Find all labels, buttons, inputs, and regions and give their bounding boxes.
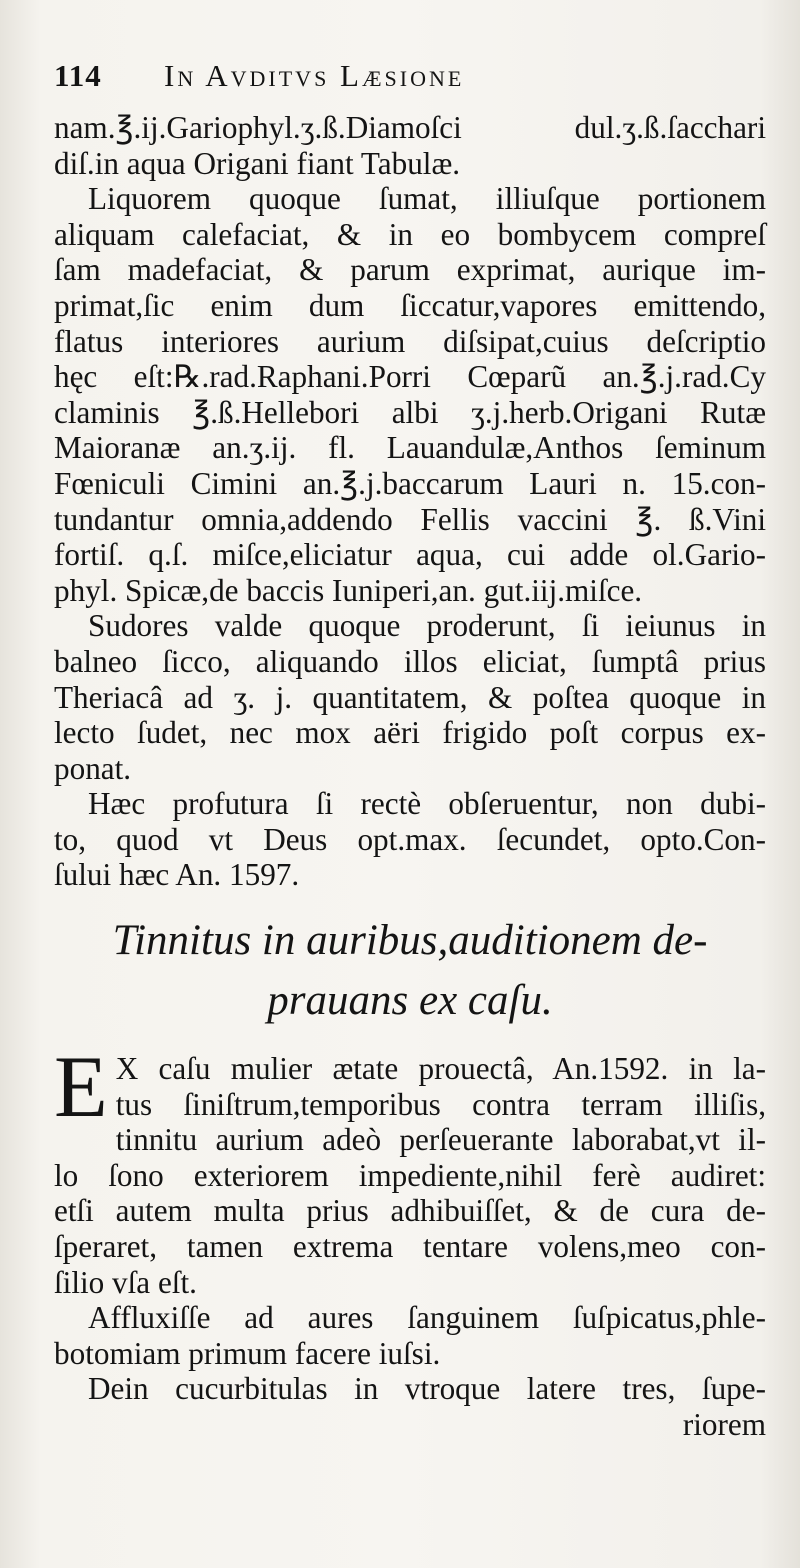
- text-line: etſi autem multa prius adhibuiſſet, & de cura de-: [54, 1193, 766, 1229]
- text-line: primat,ſic enim dum ſiccatur,vapores emittendo,: [54, 287, 766, 323]
- text-line: Maioranæ an.ʒ.ij. fl. Lauandulæ,Anthos ſeminum: [54, 430, 766, 466]
- text-line: botomiam primum facere iuſsi.: [54, 1335, 441, 1371]
- text-line: Sudores valde quoque proderunt, ſi ieiunus in: [88, 608, 766, 644]
- paragraph-phlebotomy: [54, 1300, 766, 1371]
- paragraph-recipe-continued: [54, 110, 766, 181]
- text-line: tus ſiniſtrum,temporibus contra terram illiſis,: [115, 1086, 766, 1122]
- text-line: Fœniculi Cimini an.℥.j.baccarum Lauri n. 15.con-: [54, 465, 766, 501]
- paragraph-sudores: [54, 608, 766, 786]
- text-line: phyl. Spicæ,de baccis Iuniperi,an. gut.iij.miſce.: [54, 572, 643, 608]
- page-number: 114: [54, 58, 102, 93]
- text-line: to, quod vt Deus opt.max. ſecundet, opto.Con-: [54, 821, 766, 857]
- text-line: flatus interiores aurium diſsipat,cuius deſcriptio: [54, 323, 766, 359]
- text-line: ſilio vſa eſt.: [54, 1264, 197, 1300]
- text-line: Affluxiſſe ad aures ſanguinem ſuſpicatus,phle-: [88, 1300, 766, 1336]
- text-line: ponat.: [54, 750, 132, 786]
- text-line: balneo ſicco, aliquando illos eliciat, ſumptâ prius: [54, 643, 766, 679]
- text-line: diſ.in aqua Origani fiant Tabulæ.: [54, 145, 461, 181]
- section-heading: [54, 911, 766, 1031]
- text-line: Dein cucurbitulas in vtroque latere tres, ſupe-: [88, 1371, 766, 1407]
- catchword: riorem: [682, 1407, 766, 1442]
- text-line: claminis ℥.ß.Hellebori albi ʒ.j.herb.Origani Rutæ: [54, 394, 766, 430]
- text-line: Theriacâ ad ʒ. j. quantitatem, & poſtea quoque in: [54, 679, 766, 715]
- running-title: In Avditvs Læsione: [164, 58, 465, 93]
- text-line: tundantur omnia,addendo Fellis vaccini ℥. ß.Vini: [54, 501, 766, 537]
- text-line: fortiſ. q.ſ. miſce,eliciatur aqua, cui adde ol.Gario-: [54, 537, 766, 573]
- heading-line: prauans ex caſu.: [267, 977, 553, 1025]
- text-line: X caſu mulier ætate prouectâ, An.1592. in la-: [115, 1051, 766, 1087]
- text-line: Hæc profutura ſi rectè obſeruentur, non dubi-: [88, 786, 766, 822]
- drop-cap: E: [54, 1039, 108, 1137]
- paragraph-conclusion: [54, 786, 766, 893]
- text-line: Liquorem quoque ſumat, illiuſque portionem: [88, 181, 766, 217]
- text-line: hęc eſt:℞.rad.Raphani.Porri Cœparũ an.℥.j.rad.Cy: [54, 359, 766, 395]
- text-line: ſam madefaciat, & parum exprimat, aurique im-: [54, 252, 766, 288]
- text-line: lecto ſudet, nec mox aëri frigido poſt corpus ex-: [54, 715, 766, 751]
- text-line: tinnitu aurium adeò perſeuerante laborabat,vt il-: [115, 1122, 766, 1158]
- running-head: [54, 58, 766, 110]
- text-line: ſului hæc An. 1597.: [54, 857, 300, 893]
- text-line: ſperaret, tamen extrema tentare volens,meo con-: [54, 1229, 766, 1265]
- paragraph-case: [54, 1039, 766, 1300]
- heading-line: Tinnitus in auribus,auditionem de-: [112, 917, 708, 965]
- text-line: lo ſono exteriorem impediente,nihil ferè audiret:: [54, 1157, 766, 1193]
- paragraph-cupping: [54, 1371, 766, 1407]
- paragraph-liquor: [54, 181, 766, 608]
- text-line: nam.℥.ij.Gariophyl.ʒ.ß.Diamoſci dul.ʒ.ß.ſacchari: [54, 110, 766, 145]
- text-line: aliquam calefaciat, & in eo bombycem compreſ: [54, 216, 766, 252]
- body-text: [54, 110, 766, 1443]
